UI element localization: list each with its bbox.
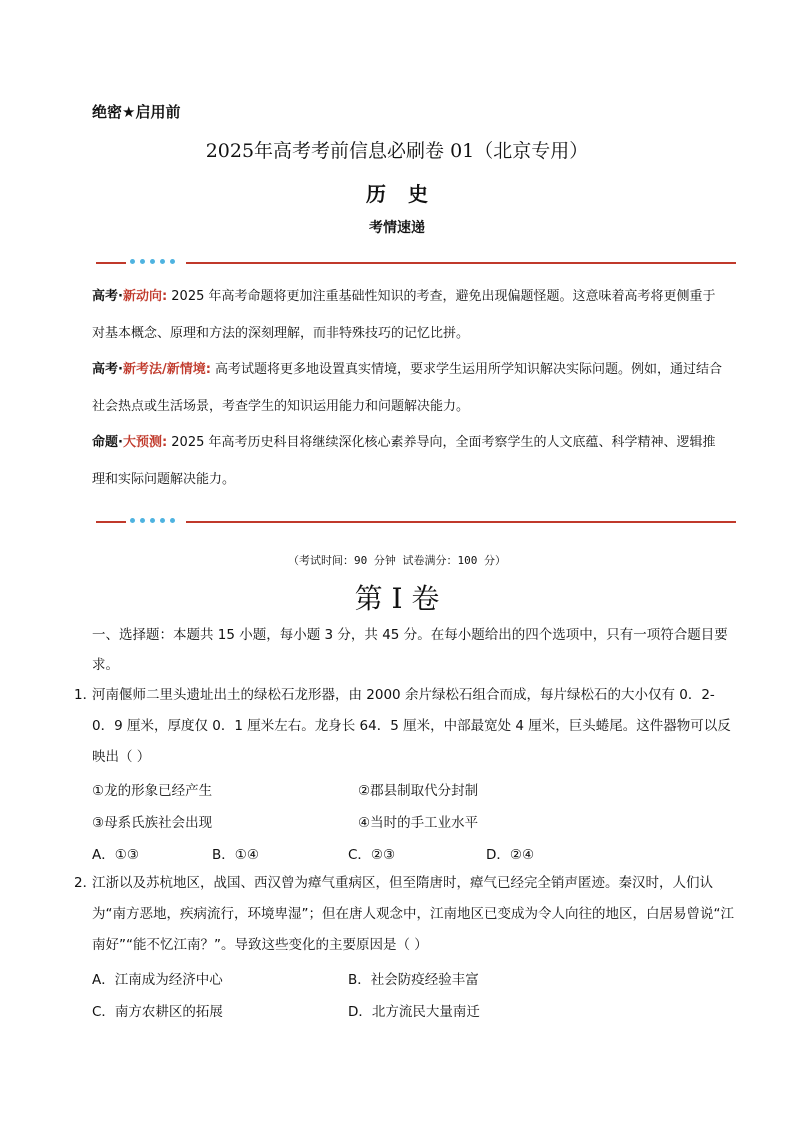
intro-paragraph: 高考·新动向: 2025 年高考命题将更加注重基础性知识的考查，避免出现偏题怪题。这意味着高考将更侧重于对基本概念、原理和方法的深刻理解，而非特殊技巧的记忆比拼。 xyxy=(92,289,716,341)
intro-paragraph: 高考·新考法/新情境: 高考试题将更多地设置真实情境，要求学生运用所学知识解决实际问题。例如，通过结合社会热点或生活场景，考查学生的知识运用能力和问题解决能力。 xyxy=(92,362,723,414)
question-number: 1． xyxy=(74,687,97,703)
question-stem: 江浙以及苏杭地区，战国、西汉曾为瘴气重病区，但至隋唐时，瘴气已经完全销声匿迹。秦汉时，人们认为“南方恶地，疾病流行，环境卑湿”；但在唐人观念中，江南地区已变成为令人向往的地区，白居易曾说“江南好”“能不忆江南？”。导致这些变化的主要原因是（ ） xyxy=(92,875,734,953)
paper-title: 2025年高考考前信息必刷卷 01（北京专用） xyxy=(205,140,589,162)
section-heading: 考情速递 xyxy=(369,220,425,236)
option-d[interactable]: D．北方流民大量南迁 xyxy=(348,1004,480,1020)
divider-top xyxy=(96,257,736,269)
option-c[interactable]: C．②③ xyxy=(348,847,396,863)
question-2 xyxy=(74,868,734,961)
option-b[interactable]: B．①④ xyxy=(212,847,259,863)
intro-paragraph: 命题·大预测: 2025 年高考历史科目将继续深化核心素养导向，全面考察学生的人文底蕴、科学精神、逻辑推理和实际问题解决能力。 xyxy=(92,435,716,487)
subject-title: 历史 xyxy=(366,182,450,206)
statement: ④当时的手工业水平 xyxy=(358,815,479,831)
question-number: 2． xyxy=(74,875,97,891)
confidential-mark: 绝密★启用前 xyxy=(92,103,181,121)
section-instructions: 一、选择题：本题共 15 小题，每小题 3 分，共 45 分。在每小题给出的四个选项中，只有一项符合题目要求。 xyxy=(92,627,728,673)
option-c[interactable]: C．南方农耕区的拓展 xyxy=(92,1004,223,1020)
question-2-choices xyxy=(92,962,732,1022)
statement: ①龙的形象已经产生 xyxy=(92,783,213,799)
option-d[interactable]: D．②④ xyxy=(486,847,535,863)
question-1-choices xyxy=(92,773,732,863)
option-a[interactable]: A．江南成为经济中心 xyxy=(92,972,223,988)
statement: ③母系氏族社会出现 xyxy=(92,815,213,831)
question-stem: 河南偃师二里头遗址出土的绿松石龙形器，由 2000 余片绿松石组合而成，每片绿松石的大小仅有 0．2-0．9 厘米，厚度仅 0．1 厘米左右。龙身长 64．5 厘米，中部最宽处 4 厘米，巨头蜷尾。这件器物可以反映出（ ） xyxy=(92,687,731,765)
intro-label: 高考·新动向: xyxy=(92,289,168,304)
intro-label: 高考·新考法/新情境: xyxy=(92,362,211,377)
intro-label: 命题·大预测: xyxy=(92,435,168,450)
option-a[interactable]: A．①③ xyxy=(92,847,139,863)
volume-title: 第 I 卷 xyxy=(354,582,440,615)
exam-info: （考试时间：90 分钟 试卷满分：100 分） xyxy=(288,554,506,567)
option-b[interactable]: B．社会防疫经验丰富 xyxy=(348,972,479,988)
statement: ②郡县制取代分封制 xyxy=(358,783,479,799)
divider-bottom xyxy=(96,516,736,528)
question-1 xyxy=(74,680,734,773)
